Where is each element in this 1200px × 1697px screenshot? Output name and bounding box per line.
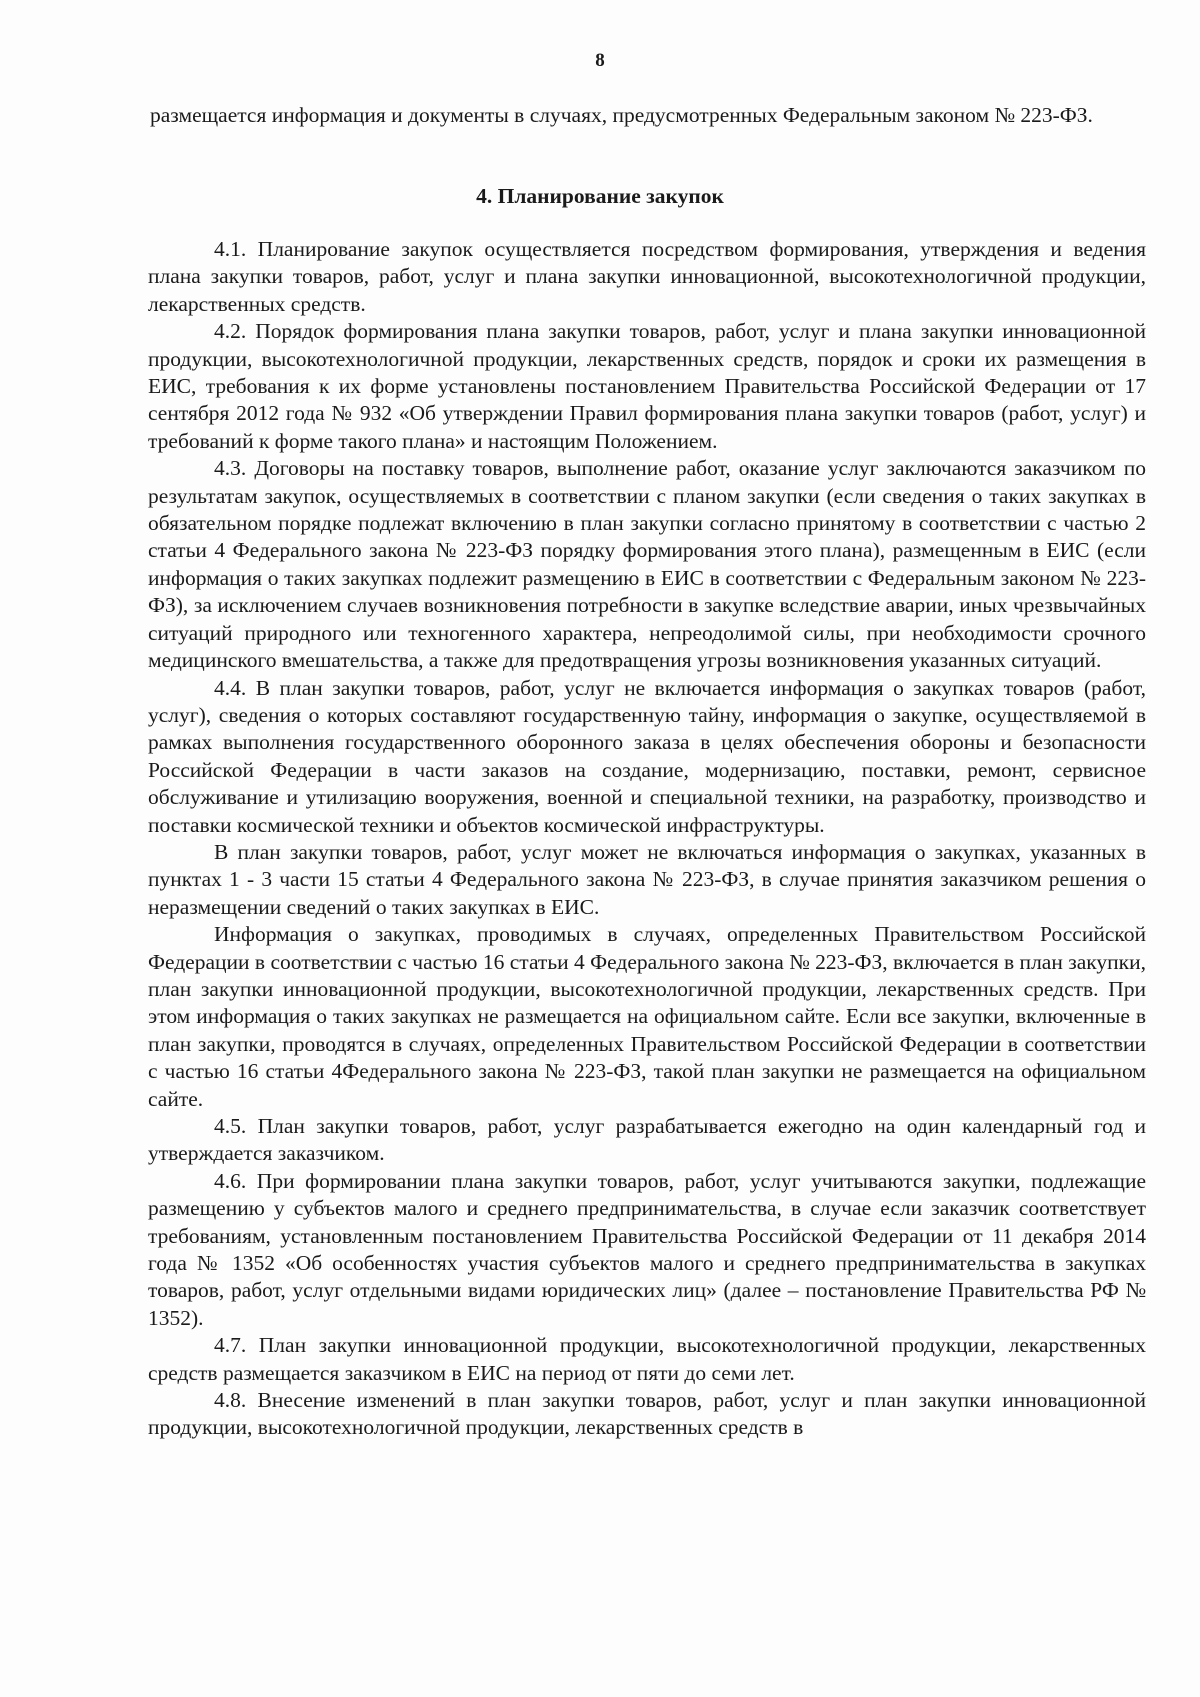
page-number: 8 — [595, 50, 605, 71]
paragraph-4-6: 4.6. При формировании плана закупки товаров, работ, услуг учитываются закупки, подлежащие размещению у субъектов малого и среднего предпринимательства, в случае если заказчик соответствует требованиям, установленным постановлением Правительства Российской Федерации от 11 декабря 2014 года № 1352 «Об особенностях участия субъектов малого и среднего предпринимательства в закупках товаров, работ, услуг отдельными видами юридических лиц» (далее – постановление Правительства РФ № 1352). — [148, 1168, 1146, 1330]
paragraph-4-4-government-cases: Информация о закупках, проводимых в случаях, определенных Правительством Российской Федерации в соответствии с частью 16 статьи 4 Федерального закона № 223-ФЗ, включается в план закупки, план закупки инновационной продукции, высокотехнологичной продукции, лекарственных средств. При этом информация о таких закупках не размещается на официальном сайте. Если все закупки, включенные в план закупки, проводятся в случаях, определенных Правительством Российской Федерации в соответствии с частью 16 статьи 4Федерального закона № 223-ФЗ, такой план закупки не размещается на официальном сайте. — [148, 922, 1146, 1111]
paragraph-4-7: 4.7. План закупки инновационной продукции, высокотехнологичной продукции, лекарственных средств размещается заказчиком в ЕИС на период от пяти до семи лет. — [148, 1333, 1146, 1385]
paragraph-4-1: 4.1. Планирование закупок осуществляется посредством формирования, утверждения и ведения плана закупки товаров, работ, услуг и плана закупки инновационной, высокотехнологичной продукции, лекарственных средств. — [148, 237, 1146, 316]
paragraph-4-4: 4.4. В план закупки товаров, работ, услуг не включается информация о закупках товаров (работ, услуг), сведения о которых составляют государственную тайну, информация о закупке, осуществляемой в рамках выполнения государственного оборонного заказа в целях обеспечения обороны и безопасности Российской Федерации в части заказов на создание, модернизацию, поставки, ремонт, сервисное обслуживание и утилизацию вооружения, военной и специальной техники, на разработку, производство и поставки космической техники и объектов космической инфраструктуры. — [148, 675, 1146, 837]
intro-paragraph: размещается информация и документы в случаях, предусмотренных Федеральным законом № 223-ФЗ. — [150, 103, 1093, 127]
paragraph-4-8: 4.8. Внесение изменений в план закупки товаров, работ, услуг и план закупки инновационной продукции, высокотехнологичной продукции, лекарственных средств в — [148, 1388, 1146, 1440]
paragraph-4-5: 4.5. План закупки товаров, работ, услуг разрабатывается ежегодно на один календарный год и утверждается заказчиком. — [148, 1114, 1146, 1166]
section-title: 4. Планирование закупок — [476, 184, 724, 208]
paragraph-4-2: 4.2. Порядок формирования плана закупки товаров, работ, услуг и плана закупки инновационной продукции, высокотехнологичной продукции, лекарственных средств, порядок и сроки их размещения в ЕИС, требования к их форме установлены постановлением Правительства Российской Федерации от 17 сентября 2012 года № 932 «Об утверждении Правил формирования плана закупки товаров (работ, услуг) и требований к форме такого плана» и настоящим Положением. — [148, 319, 1146, 453]
paragraph-4-3: 4.3. Договоры на поставку товаров, выполнение работ, оказание услуг заключаются заказчиком по результатам закупок, осуществляемых в соответствии с планом закупки (если сведения о таких закупках в обязательном порядке подлежат включению в план закупки согласно принятому в соответствии с частью 2 статьи 4 Федерального закона № 223-ФЗ порядку формирования этого плана), размещенным в ЕИС (если информация о таких закупках подлежит размещению в ЕИС в соответствии с Федеральным законом № 223-ФЗ), за исключением случаев возникновения потребности в закупке вследствие аварии, иных чрезвычайных ситуаций природного или техногенного характера, непреодолимой силы, при необходимости срочного медицинского вмешательства, а также для предотвращения угрозы возникновения указанных ситуаций. — [148, 456, 1146, 673]
intro-text-block — [150, 102, 1145, 129]
section-body — [148, 236, 1146, 1442]
paragraph-4-4-exclusion: В план закупки товаров, работ, услуг может не включаться информация о закупках, указанных в пунктах 1 - 3 части 15 статьи 4 Федерального закона № 223-ФЗ, в случае принятия заказчиком решения о неразмещении сведений о таких закупках в ЕИС. — [148, 839, 1146, 919]
